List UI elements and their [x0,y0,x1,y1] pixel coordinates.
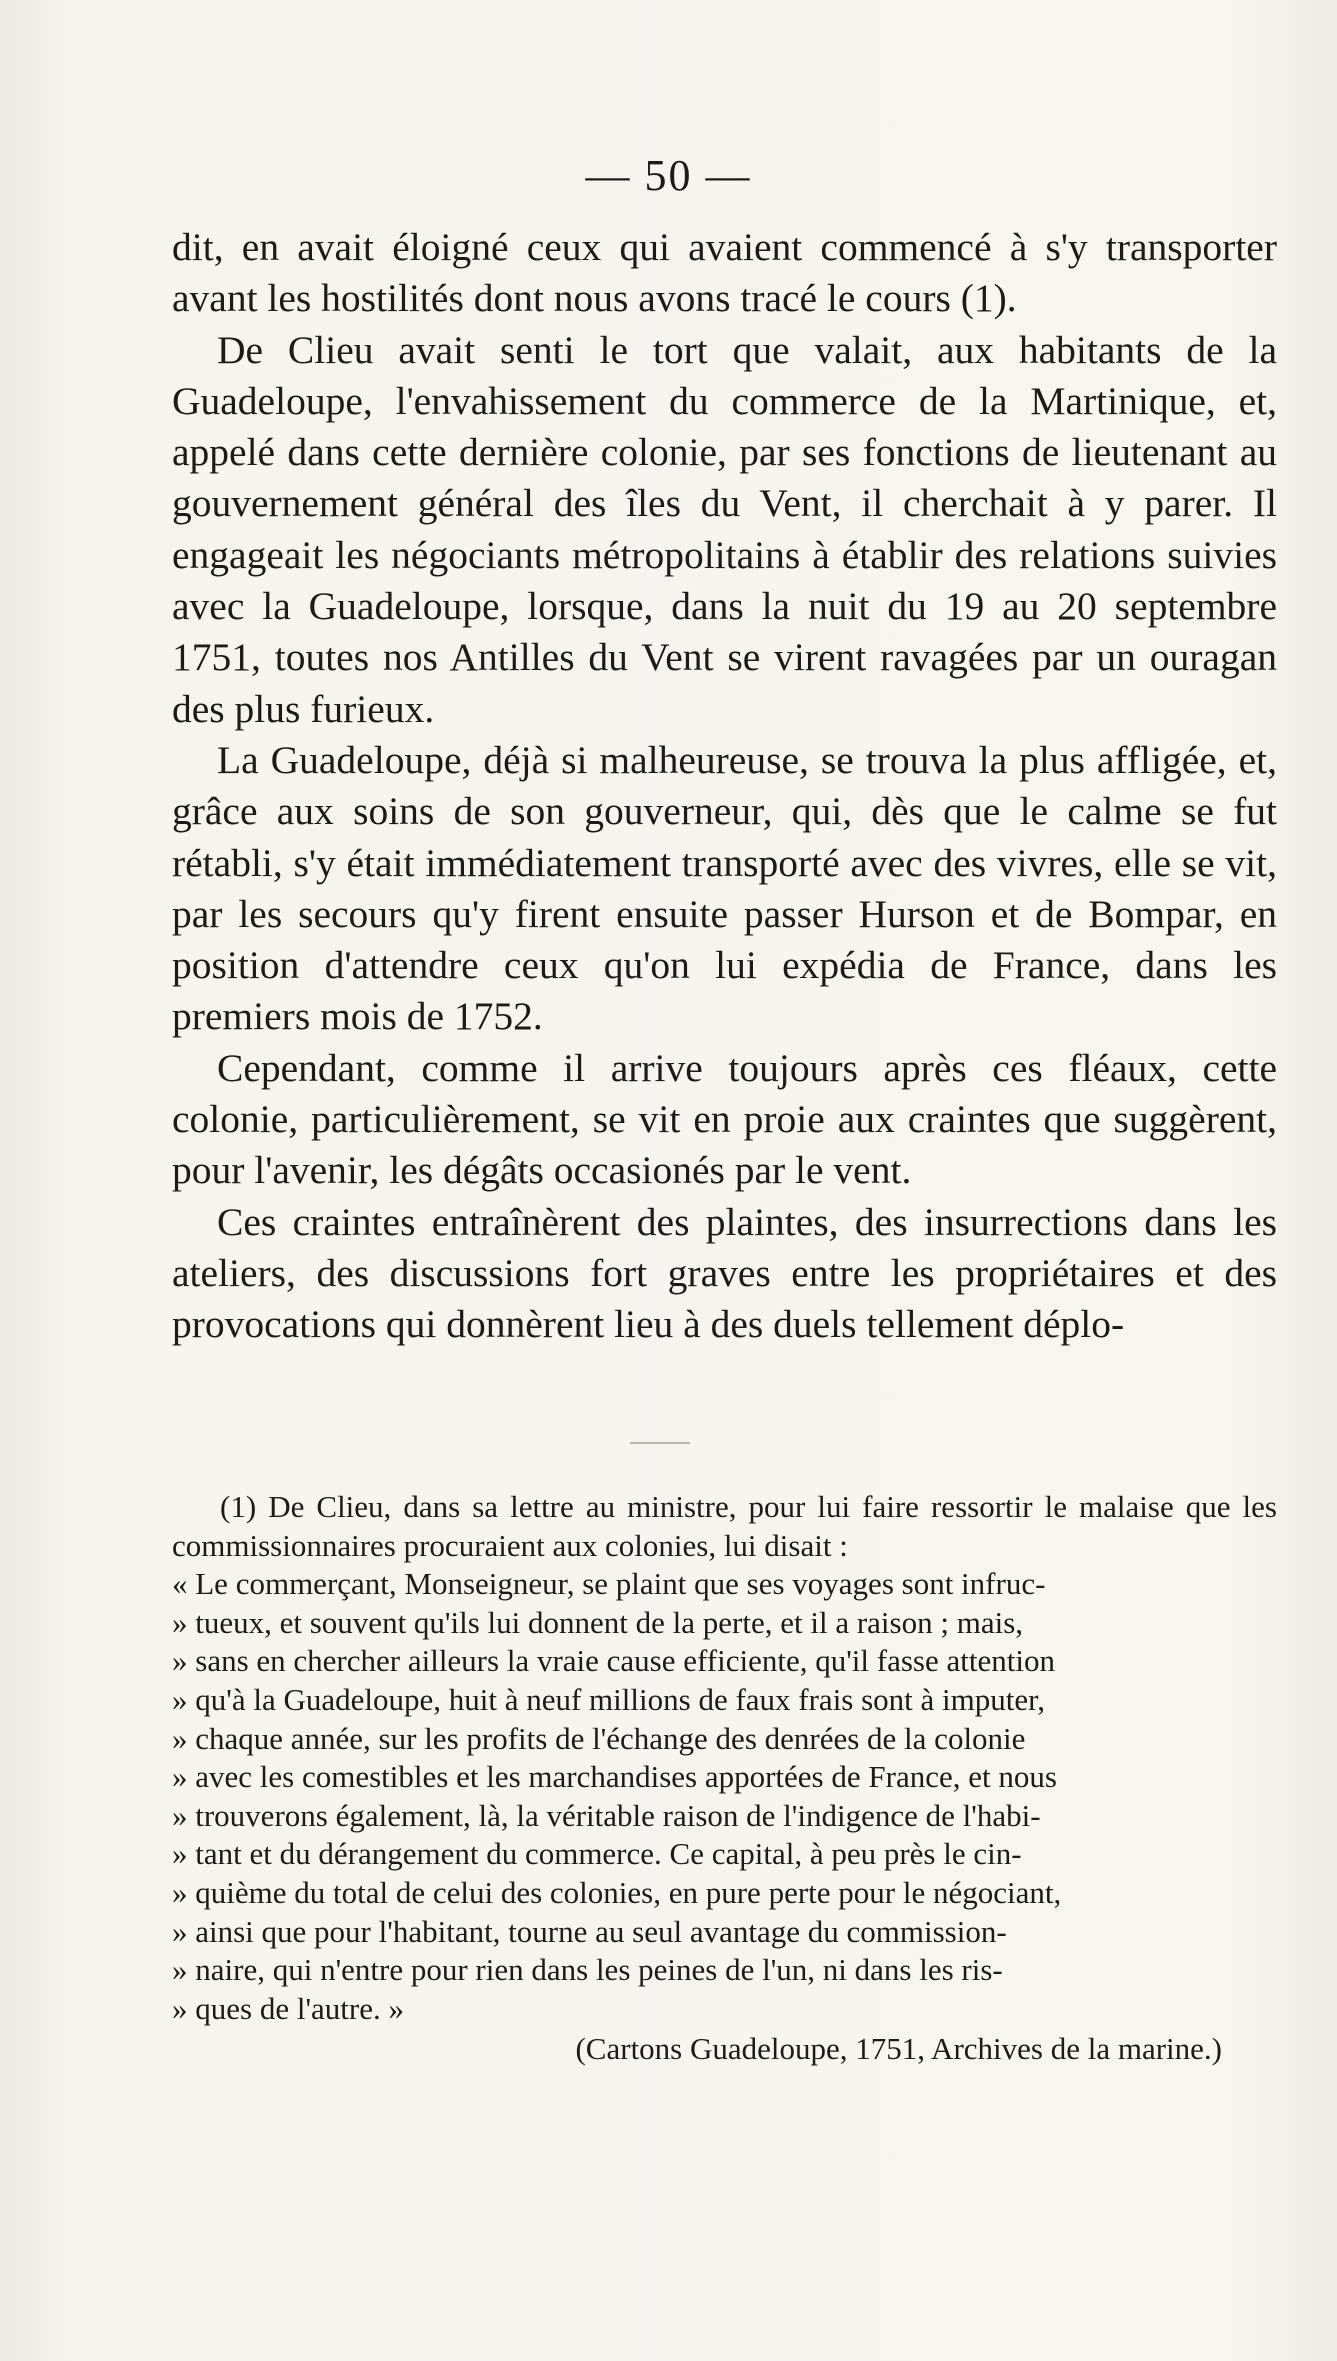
footnote-quote-line: » tueux, et souvent qu'ils lui donnent de la perte, et il a raison ; mais, [172,1604,1024,1640]
footnote-quote-line: » trouverons également, là, la véritable raison de l'indigence de l'habi- [172,1797,1041,1833]
footnote-quote-line: » sans en chercher ailleurs la vraie cause efficiente, qu'il fasse attention [172,1643,1055,1679]
footnote-quote-line: « Le commerçant, Monseigneur, se plaint que ses voyages sont infruc- [172,1566,1046,1602]
main-text [172,222,1277,1351]
footnote-quote-line: » tant et du dérangement du commerce. Ce capital, à peu près le cin- [172,1836,1022,1872]
footnote-quote-line: » chaque année, sur les profits de l'échange des denrées de la colonie [172,1720,1026,1756]
footnote-quote-line: » qu'à la Guadeloupe, huit à neuf millions de faux frais sont à imputer, [172,1681,1045,1717]
page-number: — 50 — [585,151,752,200]
footnote-source: (Cartons Guadeloupe, 1751, Archives de la marine.) [575,2031,1222,2067]
footnote-quote-line: » naire, qui n'entre pour rien dans les peines de l'un, ni dans les ris- [172,1952,1003,1988]
footnote [172,1488,1277,2069]
paragraph-5: Ces craintes entraînèrent des plaintes, des insurrections dans les ateliers, des discussions fort graves entre les propriétaires et des provocations qui donnèrent lieu à des duels tellement déplo- [172,1199,1277,1347]
footnote-quote-line: » ainsi que pour l'habitant, tourne au seul avantage du commission- [172,1913,1007,1949]
paragraph-3: La Guadeloupe, déjà si malheureuse, se trouva la plus affligée, et, grâce aux soins de son gouverneur, qui, dès que le calme se fut rétabli, s'y était immédiatement transporté avec des vivres, elle se vit, par les secours qu'y firent ensuite passer Hurson et de Bompar, en position d'attendre ceux qu'on lui expédia de France, dans les premiers mois de 1752. [172,737,1277,1039]
paragraph-2: De Clieu avait senti le tort que valait, aux habitants de la Guadeloupe, l'envahissement du commerce de la Martinique, et, appelé dans cette dernière colonie, par ses fonctions de lieutenant au gouvernement général des îles du Vent, il cherchait à y parer. Il engageait les négociants métropolitains à établir des relations suivies avec la Guadeloupe, lorsque, dans la nuit du 19 au 20 septembre 1751, toutes nos Antilles du Vent se virent ravagées par un ouragan des plus furieux. [172,327,1277,731]
footnote-intro: (1) De Clieu, dans sa lettre au ministre, pour lui faire ressortir le malaise que les commissionnaires procuraient aux colonies, lui disait : [172,1489,1277,1563]
footnote-quote-line: » ques de l'autre. » [172,1990,404,2026]
paragraph-1: dit, en avait éloigné ceux qui avaient commencé à s'y transporter avant les hostilités dont nous avons tracé le cours (1). [172,225,1277,321]
footnote-quote-line: » avec les comestibles et les marchandises apportées de France, et nous [172,1759,1057,1795]
footnote-quote-line: » quième du total de celui des colonies, en pure perte pour le négociant, [172,1874,1062,1910]
paragraph-4: Cependant, comme il arrive toujours après ces fléaux, cette colonie, particulièrement, se vit en proie aux craintes que suggèrent, pour l'avenir, les dégâts occasionés par le vent. [172,1045,1277,1193]
footnote-separator [630,1442,690,1444]
